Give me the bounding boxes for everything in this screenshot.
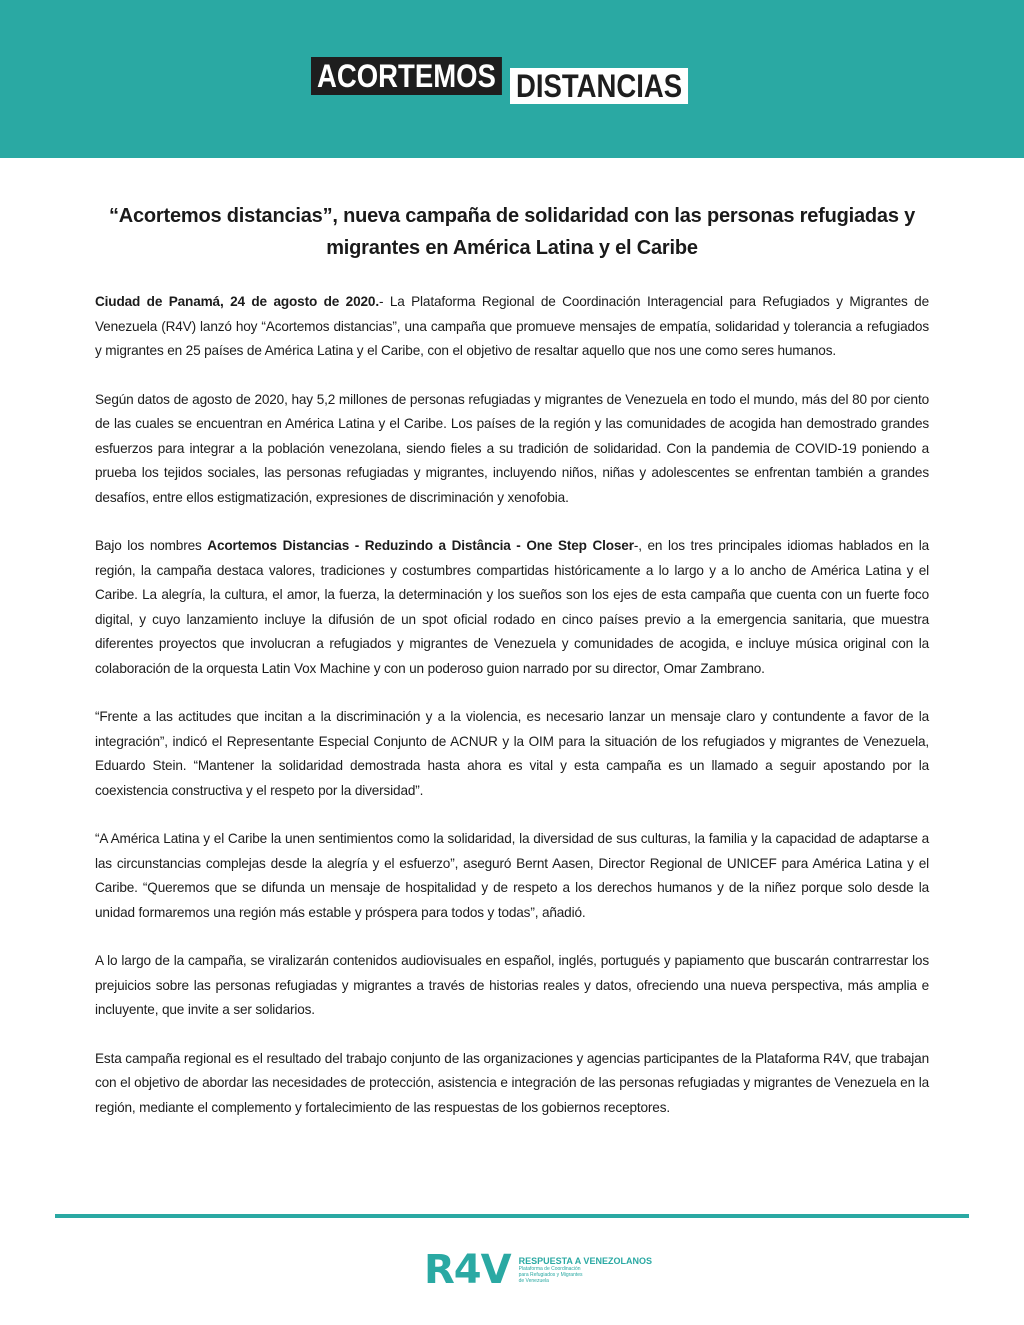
r4v-subline: Plataforma de Coordinación para Refugiados y Migrantes de Venezuela bbox=[518, 1266, 583, 1284]
header-banner bbox=[0, 0, 1024, 158]
campaign-names: Acortemos Distancias - Reduzindo a Distância - One Step Closer bbox=[207, 538, 634, 553]
r4v-logo bbox=[424, 1248, 652, 1292]
r4v-tagline: RESPUESTA A VENEZOLANOS bbox=[518, 1256, 652, 1266]
paragraph-6: A lo largo de la campaña, se viralizarán contenidos audiovisuales en español, inglés, portugués y papiamento que buscarán contrarrestar los prejuicios sobre las personas refugiadas y migrantes a través de historias reales y datos, ofreciendo una nueva perspectiva, más amplia e incluyente, que invite a ser solidarios. bbox=[95, 953, 929, 1017]
paragraph-2: Según datos de agosto de 2020, hay 5,2 millones de personas refugiadas y migrantes de Venezuela en todo el mundo, más del 80 por ciento de las cuales se encuentran en América Latina y el Caribe. Los países de la región y las comunidades de acogida han demostrado grandes esfuerzos para integrar a la población venezolana, siendo fieles a su tradición de solidaridad. Con la pandemia de COVID-19 poniendo a prueba los tejidos sociales, las personas refugiadas y migrantes, incluyendo niños, niñas y adolescentes se enfrentan también a grandes desafíos, entre ellos estigmatización, expresiones de discriminación y xenofobia. bbox=[95, 391, 929, 505]
page-title: “Acortemos distancias”, nueva campaña de solidaridad con las personas refugiadas y migrantes en América Latina y el Caribe bbox=[108, 205, 916, 259]
paragraph-7: Esta campaña regional es el resultado del trabajo conjunto de las organizaciones y agencias participantes de la Plataforma R4V, que trabajan con el objetivo de abordar las necesidades de protección, asistencia e integración de las personas refugiadas y migrantes de Venezuela en la región, mediante el complemento y fortalecimiento de las respuestas de los gobiernos receptores. bbox=[95, 1050, 929, 1115]
paragraph-text: -, en los tres principales idiomas hablados en la región, la campaña destaca valores, tradiciones y costumbres compartidas históricamente a lo largo y a lo ancho de América Latina y el Caribe. La alegría, la cultura, el amor, la fuerza, la determinación y los sueños son los ejes de esta campaña que cuenta con un fuerte foco digital, y cuyo lanzamiento incluye la difusión de un spot oficial rodado en cinco países previo a la emergencia sanitaria, que muestra diferentes proyectos que involucran a refugiados y migrantes de Venezuela y comunidades de acogida, e incluye música original con la colaboración de la orquesta Latin Vox Machine y con un poderoso guion narrado por su director, Omar Zambrano. bbox=[95, 538, 929, 676]
campaign-logo-word-1: ACORTEMOS bbox=[311, 57, 502, 95]
r4v-logo-mark: R4V bbox=[424, 1247, 511, 1293]
dateline: Ciudad de Panamá, 24 de agosto de 2020. bbox=[95, 294, 379, 309]
r4v-logo-text bbox=[519, 1256, 652, 1284]
paragraph-5: “A América Latina y el Caribe la unen sentimientos como la solidaridad, la diversidad de sus culturas, la familia y la capacidad de adaptarse a las circunstancias complejas desde la alegría y el esfuerzo”, aseguró Bernt Aasen, Director Regional de UNICEF para América Latina y el Caribe. “Queremos que se difunda un mensaje de hospitalidad y de respeto a los derechos humanos y de la niñez porque solo desde la unidad formaremos una región más estable y próspera para todos y todas”, añadió. bbox=[95, 831, 929, 920]
paragraph-3 bbox=[95, 534, 929, 681]
paragraph-pre: Bajo los nombres bbox=[95, 538, 208, 553]
paragraph-4: “Frente a las actitudes que incitan a la discriminación y a la violencia, es necesario lanzar un mensaje claro y contundente a favor de la integración”, indicó el Representante Especial Conjunto de ACNUR y la OIM para la situación de los refugiados y migrantes de Venezuela, Eduardo Stein. “Mantener la solidaridad demostrada hasta ahora es vital y esta campaña es un llamado a seguir apostando por la coexistencia constructiva y el respeto por la diversidad”. bbox=[95, 709, 929, 798]
article-body bbox=[95, 290, 929, 1144]
paragraph-text: - La Plataforma Regional de Coordinación Interagencial para Refugiados y Migrantes de Venezuela (R4V) lanzó hoy “Acortemos distancias”, una campaña que promueve mensajes de empatía, solidaridad y tolerancia a refugiados y migrantes en 25 países de América Latina y el Caribe, con el objetivo de resaltar aquello que nos une como seres humanos. bbox=[95, 294, 929, 358]
footer-divider bbox=[55, 1214, 969, 1218]
paragraph-1 bbox=[95, 290, 929, 364]
campaign-logo-word-2: DISTANCIAS bbox=[510, 68, 688, 104]
